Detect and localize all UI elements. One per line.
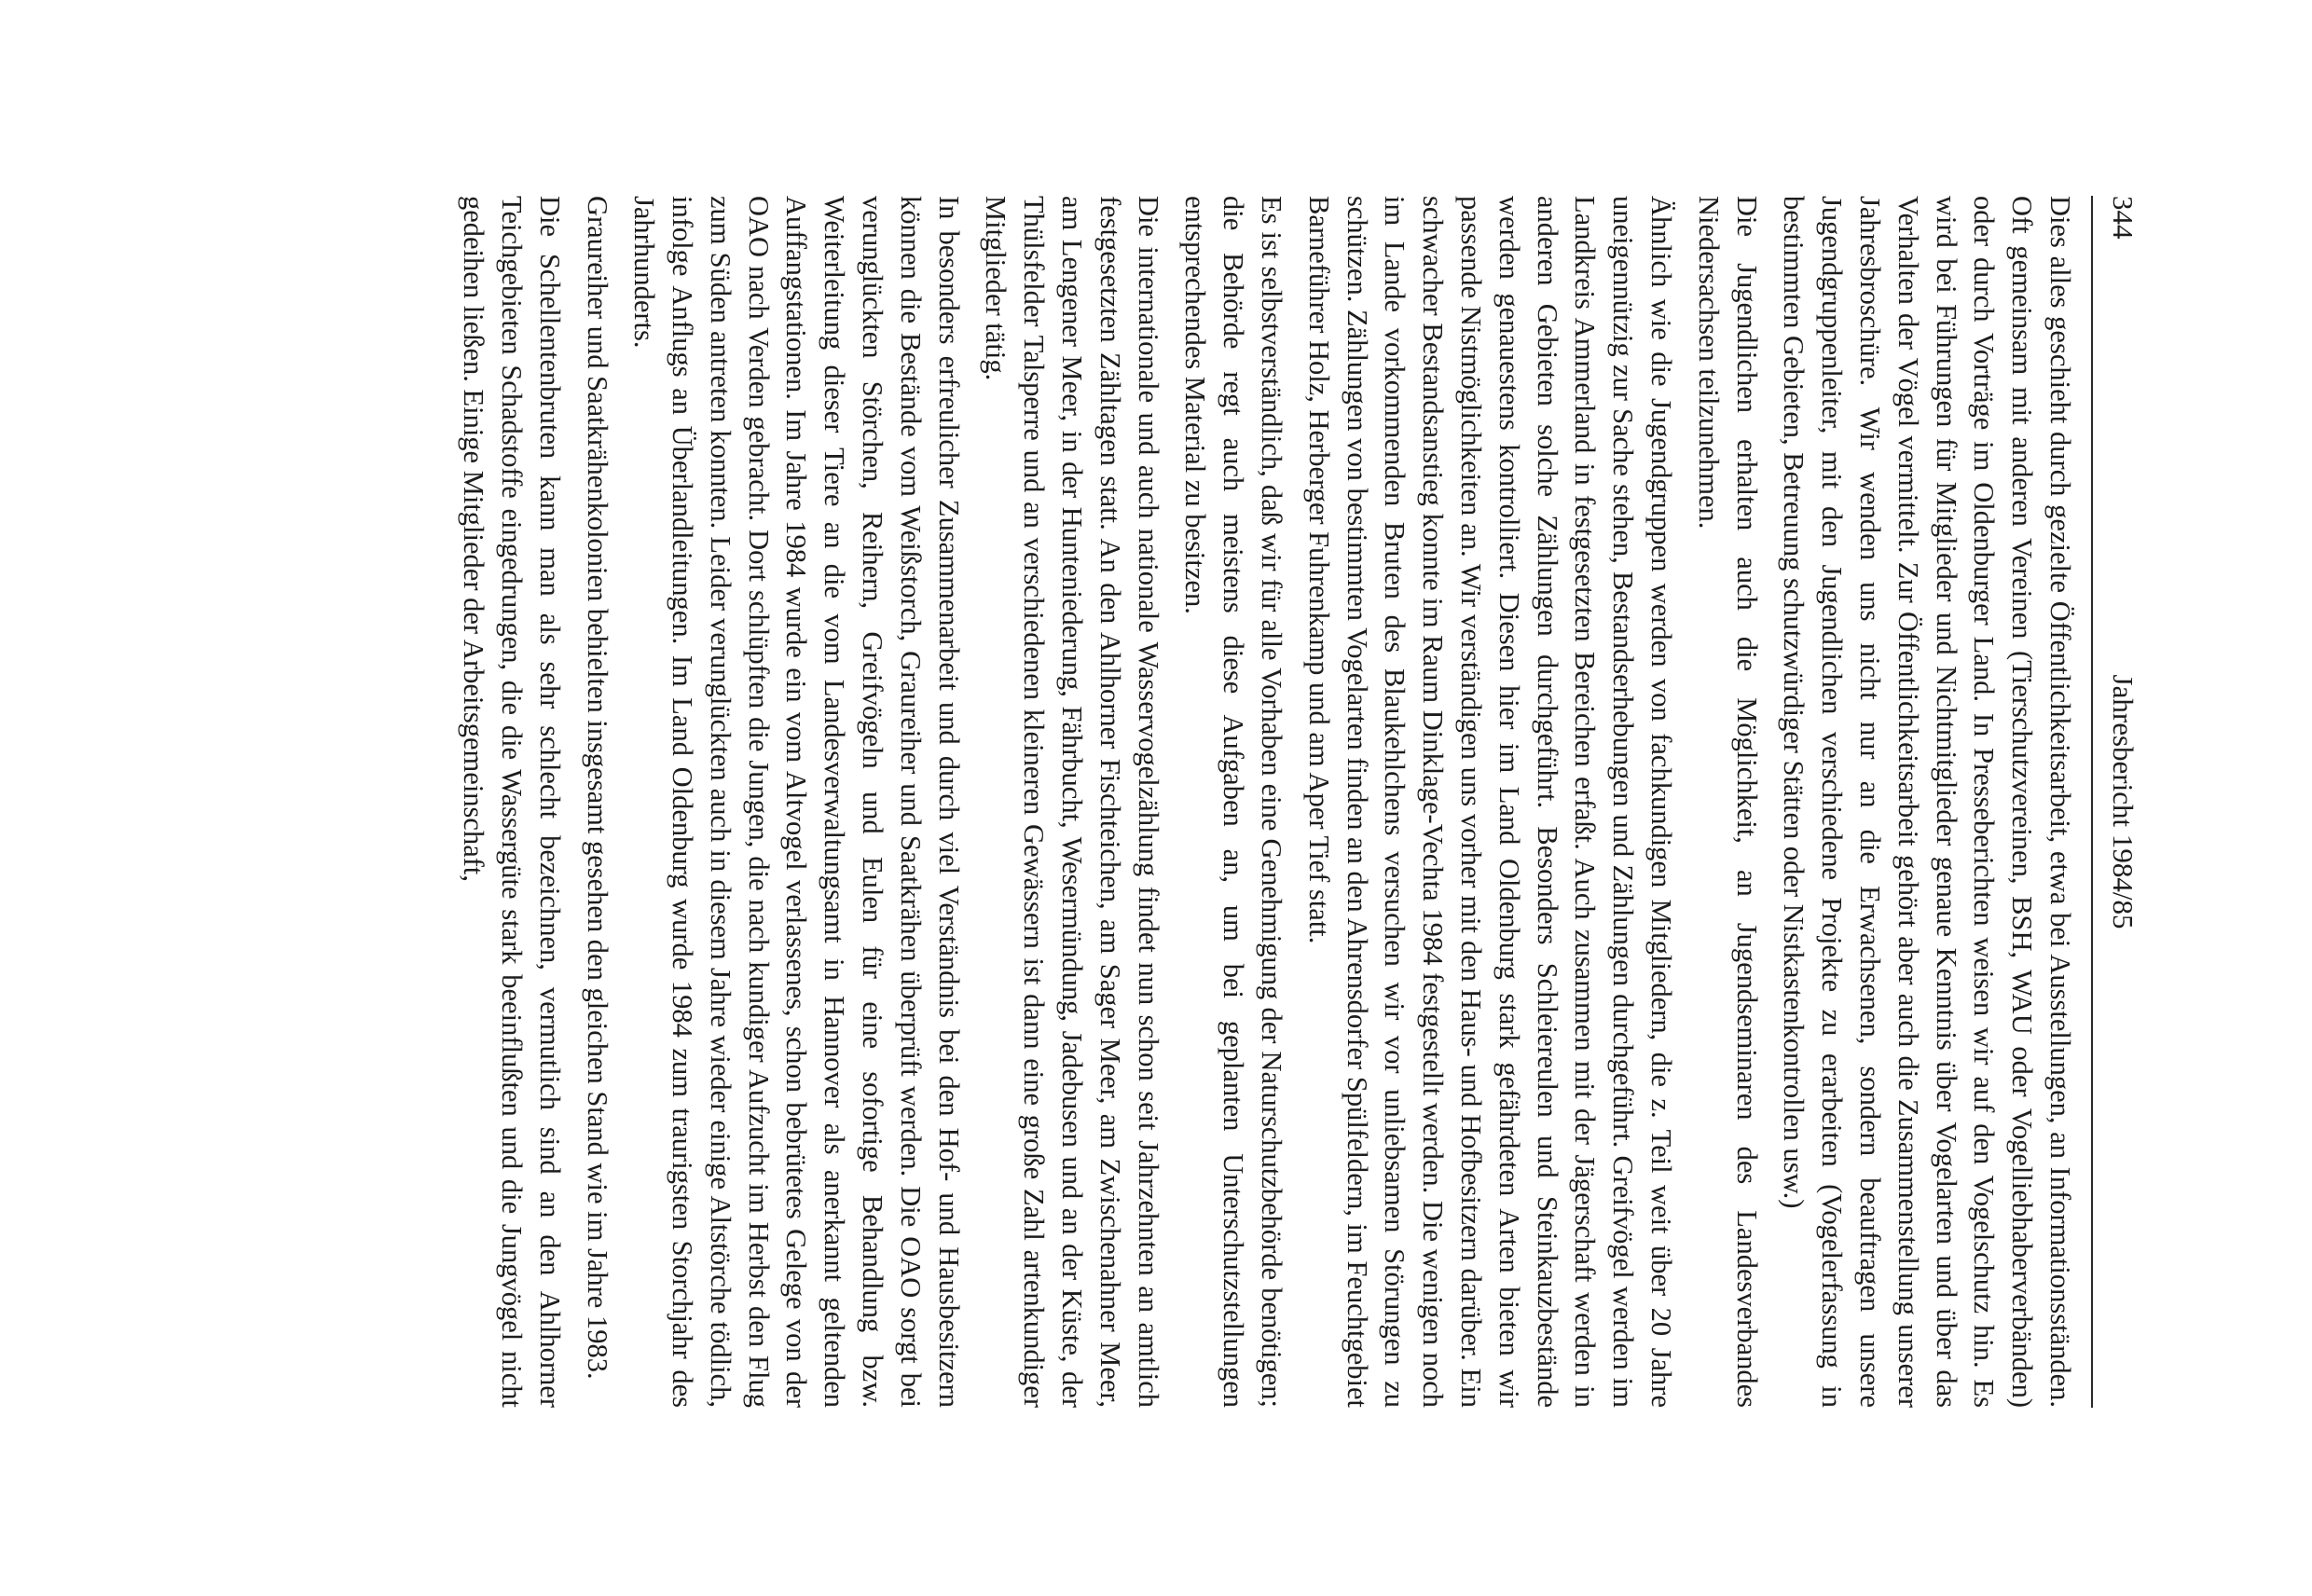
paragraph: Die Schellentenbruten kann man als sehr schlecht bezeichnen, vermutlich sind an den Ahlhorner Teichgebieten Schadstoffe eingedrungen, die die Wassergüte stark beeinflußten und die Jungvögel nicht gedeihen ließen. Einige Mitglieder der Arbeitsgemeinschaft, xyxy=(458,196,566,1408)
running-head xyxy=(2091,196,2149,1408)
paragraph: Dies alles geschieht durch gezielte Öffentlichkeitsarbeit, etwa bei Ausstellungen, an Informationsständen. Oft gemeinsam mit anderen Vereinen (Tierschutzvereinen, BSH, WAU oder Vogelliebhaberverbänden) oder durch Vorträge im Oldenburger Land. In Presseberichten weisen wir auf den Vogelschutz hin. Es wird bei Führungen für Mitglieder und Nichtmitglieder genaue Kenntnis über Vogelarten und über das Verhalten der Vögel vermittelt. Zur Öffentlichkeitsarbeit gehört aber auch die Zusammenstellung unserer Jahresbroschüre. Wir wenden uns nicht nur an die Erwachsenen, sondern beauftragen unsere Jugendgruppenleiter, mit den Jugendlichen verschiedene Projekte zu erarbeiten (Vogelerfassung in bestimmten Gebieten, Betreuung schutzwürdiger Stätten oder Nistkastenkontrollen usw.) xyxy=(1778,196,2076,1408)
paragraph: Die Jugendlichen erhalten auch die Möglichkeit, an Jugendseminaren des Landesverbandes Niedersachsen teilzunehmen. xyxy=(1692,196,1763,1408)
paragraph: Graureiher und Saatkrähenkolonien behielten insgesamt gesehen den gleichen Stand wie im Jahre 1983. xyxy=(581,196,613,1380)
page-number: 344 xyxy=(2107,196,2140,240)
paragraph: In besonders erfreulicher Zusammenarbeit und durch viel Verständnis bei den Hof- und Hausbesitzern können die Bestände vom Weißstorch, Graureiher und Saatkrähen überprüft werden. Die OAO sorgt bei verunglückten Störchen, Reihern, Greifvögeln und Eulen für eine sofortige Behandlung bzw. Weiterleitung dieser Tiere an die vom Landesverwaltungsamt in Hannover als anerkannt geltenden Auffangstationen. Im Jahre 1984 wurde ein vom Altvogel verlassenes, schon bebrütetes Gelege von der OAO nach Verden gebracht. Dort schlüpften die Jungen, die nach kundiger Aufzucht im Herbst den Flug zum Süden antreten konnten. Leider verunglückten auch in diesem Jahre wieder einige Altstörche tödlich, infolge Anflugs an Überlandleitungen. Im Land Oldenburg wurde 1984 zum traurigsten Storchjahr des Jahrhunderts. xyxy=(628,196,965,1408)
running-title: Jahresbericht 1984/85 xyxy=(2107,674,2140,929)
paragraph: Die internationale und auch nationale Wasservogelzählung findet nun schon seit Jahrzehnten an amtlich festgesetzten Zähltagen statt. An den Ahlhorner Fischteichen, am Sager Meer, am Zwischenahner Meer, am Lengener Meer, in der Hunteniederung, Fährbucht, Wesermündung, Jadebusen und an der Küste, der Thülsfelder Talsperre und an verschiedenen kleineren Gewässern ist dann eine große Zahl artenkundiger Mitglieder tätig. xyxy=(980,196,1164,1408)
paragraph: Ähnlich wie die Jugendgruppen werden von fachkundigen Mitgliedern, die z. Teil weit über 20 Jahre uneigennützig zur Sache stehen, Bestandserhebungen und Zählungen durchgeführt. Greifvögel werden im Landkreis Ammerland in festgesetzten Bereichen erfaßt. Auch zusammen mit der Jägerschaft werden in anderen Gebieten solche Zählungen durchgeführt. Besonders Schleiereulen und Steinkauzbestände werden genauestens kontrolliert. Diesen hier im Land Oldenburg stark gefährdeten Arten bieten wir passende Nistmöglichkeiten an. Wir verständigen uns vorher mit den Haus- und Hofbesitzern darüber. Ein schwacher Bestandsanstieg konnte im Raum Dinklage-Vechta 1984 festgestellt werden. Die wenigen noch im Lande vorkommenden Bruten des Blaukehlchens versuchen wir vor unliebsamen Störungen zu schützen. Zählungen von bestimmten Vogelarten finden an den Ahrensdorfer Spülfeldern, im Feuchtgebiet Barneführer Holz, Herberger Fuhrenkamp und am Aper Tief statt. xyxy=(1302,196,1678,1408)
paragraph: Es ist selbstverständlich, daß wir für alle Vorhaben eine Genehmigung der Naturschutzbehörde benötigen; die Behörde regt auch meistens diese Aufgaben an, um bei geplanten Unterschutzstellungen entsprechendes Material zu besitzen. xyxy=(1179,196,1288,1408)
body-text xyxy=(445,196,2079,1408)
